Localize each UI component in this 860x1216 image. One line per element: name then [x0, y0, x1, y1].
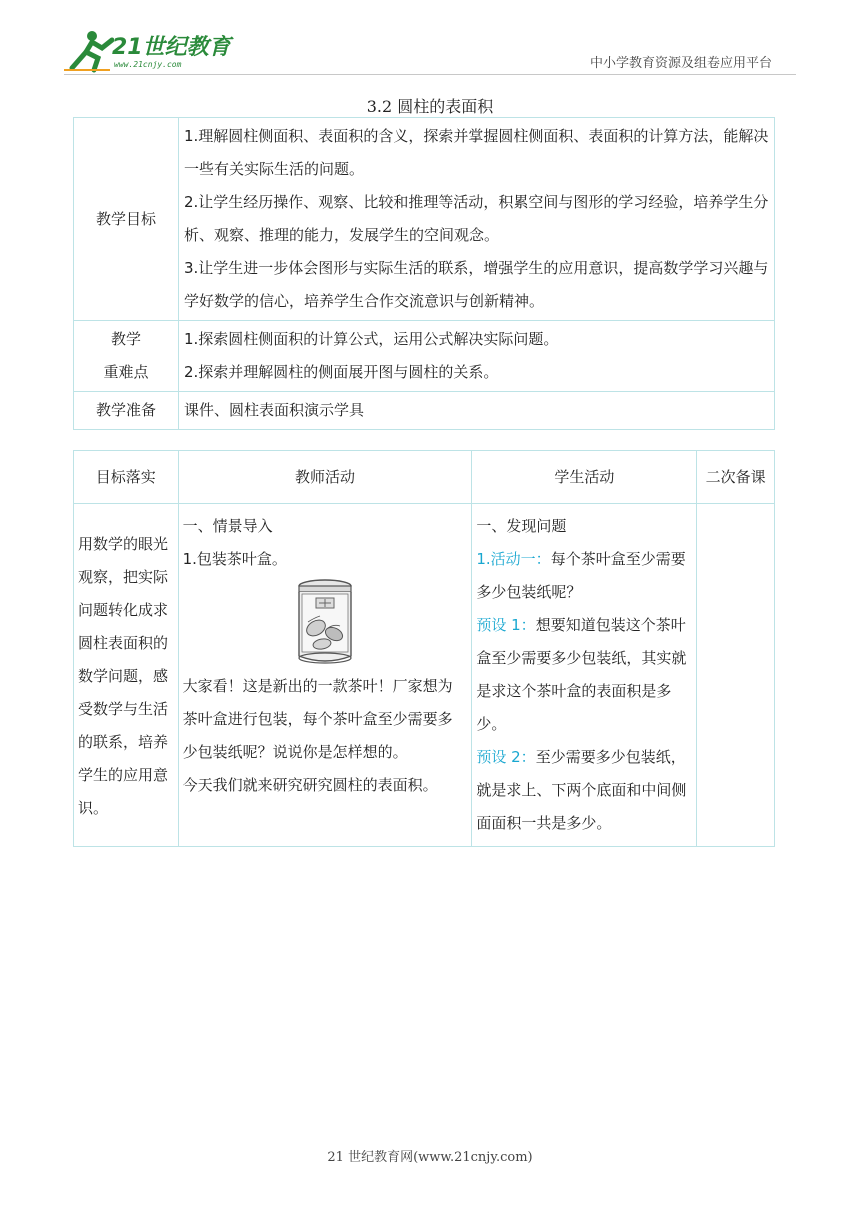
activity-text: 每个茶叶盒至少需要多少包装纸呢？: [476, 550, 686, 601]
goals-row: [74, 118, 775, 321]
tea-can-image: [183, 576, 468, 670]
difficulty-item: 1.探索圆柱侧面积的计算公式，运用公式解决实际问题。: [184, 330, 559, 348]
student-section-title: 一、发现问题: [476, 517, 567, 535]
activity-table: [73, 450, 775, 847]
header-goal: 目标落实: [74, 451, 179, 504]
teacher-section-title: 一、情景导入: [182, 517, 273, 535]
goal-cell: 用数学的眼光观察，把实际问题转化成求圆柱表面积的数学问题，感受数学与生活的联系，培养学生的应用意识。: [74, 504, 179, 847]
teacher-paragraph: 大家看！这是新出的一款茶叶！厂家想为茶叶盒进行包装，每个茶叶盒至少需要多少包装纸呢？说说你是怎样想的。: [182, 677, 453, 761]
prep-content: 课件、圆柱表面积演示学具: [179, 392, 775, 430]
preset-label: 预设 2：: [476, 748, 536, 766]
preset-text: 想要知道包装这个茶叶盒至少需要多少包装纸，其实就是求这个茶叶盒的表面积是多少。: [476, 616, 687, 733]
student-preset: [476, 609, 692, 741]
prep-label: 教学准备: [74, 392, 179, 430]
difficulty-label: [74, 321, 179, 392]
activity-body-row: [74, 504, 775, 847]
goal-item: 1.理解圆柱侧面积、表面积的含义，探索并掌握圆柱侧面积、表面积的计算方法，能解决一些有关实际生活的问题。: [184, 127, 769, 178]
difficulty-item: 2.探索并理解圆柱的侧面展开图与圆柱的关系。: [184, 363, 499, 381]
logo-url: www.21cnjy.com: [114, 60, 182, 69]
teacher-item: 1.包装茶叶盒。: [182, 550, 287, 568]
preset-label: 预设 1：: [476, 616, 536, 634]
platform-name: 中小学教育资源及组卷应用平台: [589, 56, 772, 71]
difficulty-row: [74, 321, 775, 392]
page-footer: 21 世纪教育网(www.21cnjy.com): [327, 1150, 533, 1165]
difficulty-label-line: 重难点: [103, 363, 149, 381]
header-revision: 二次备课: [697, 451, 775, 504]
student-activity: [476, 543, 692, 609]
tea-can-icon: [294, 578, 356, 666]
page-title: 3.2 圆柱的表面积: [366, 97, 494, 116]
teacher-cell: [178, 504, 472, 847]
goal-item: 2.让学生经历操作、观察、比较和推理等活动，积累空间与图形的学习经验，培养学生分析、观察、推理的能力，发展学生的空间观念。: [184, 193, 769, 244]
revision-cell: [697, 504, 775, 847]
logo-text: 21世纪教育: [112, 35, 231, 60]
header-student: 学生活动: [472, 451, 697, 504]
preset-text: 至少需要多少包装纸，就是求上、下两个底面和中间侧面面积一共是多少。: [476, 748, 687, 832]
student-cell: [472, 504, 697, 847]
activity-label: 1.活动一：: [476, 550, 551, 568]
prep-row: [74, 392, 775, 430]
student-preset: [476, 741, 692, 840]
header-divider: [64, 74, 796, 75]
goals-label: 教学目标: [74, 118, 179, 321]
header-teacher: 教师活动: [178, 451, 472, 504]
teacher-paragraph: 今天我们就来研究研究圆柱的表面积。: [182, 776, 438, 794]
lesson-info-table: [73, 117, 775, 430]
goals-content: [179, 118, 775, 321]
activity-header-row: [74, 451, 775, 504]
goal-item: 3.让学生进一步体会图形与实际生活的联系，增强学生的应用意识，提高数学学习兴趣与学好数学的信心，培养学生合作交流意识与创新精神。: [184, 259, 769, 310]
difficulty-content: [179, 321, 775, 392]
difficulty-label-line: 教学: [110, 330, 141, 348]
